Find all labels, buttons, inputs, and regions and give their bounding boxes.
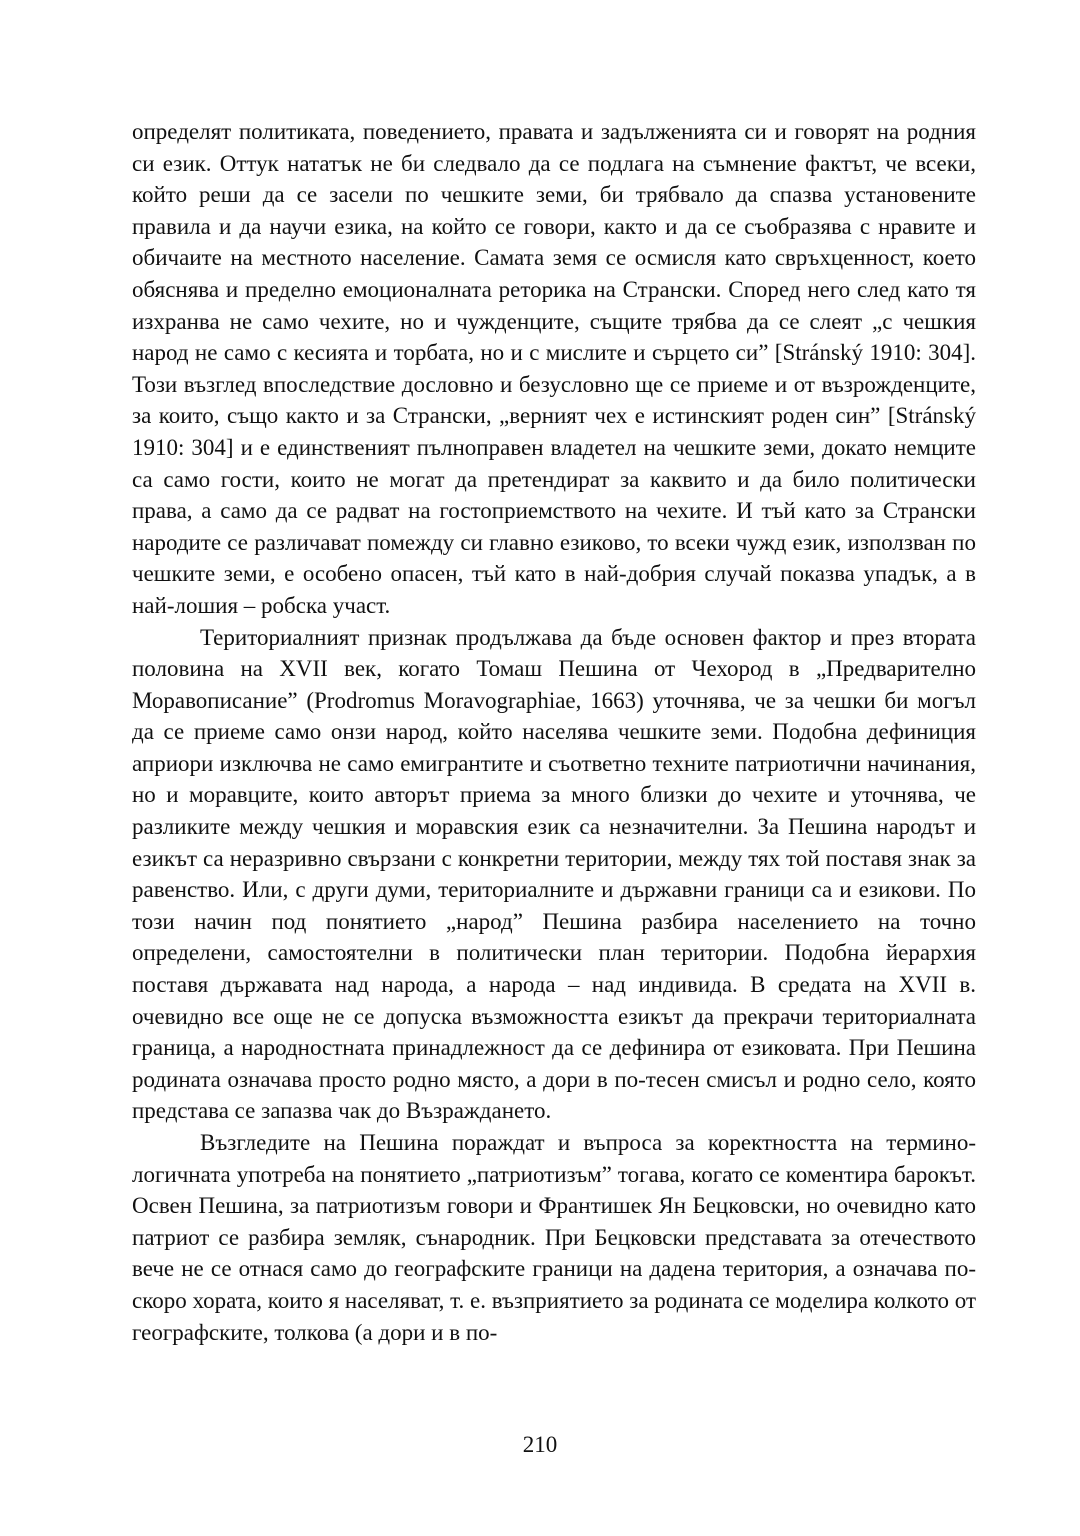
paragraph-1: определят политиката, поведението, правата и задълженията си и говорят на родния си език. Оттук нататък не би следвало да се подлага на съмнение фактът, че всеки, който реши да се засели по чешките земи, би трябвало да спазва установените правила и да научи езика, на който се говори, както и да се съобразява с нравите и обичаите на местното население. Самата земя се осмисля като свръхценност, което обяснява и пределно емоционалната реторика на Странски. Според него след като тя изхранва не само чехите, но и чужденците, същите трябва да се слеят „с чешкия народ не само с кесията и торбата, но и с мислите и сърцето си” [Stránský 1910: 304]. Този възглед впоследствие дословно и безусловно ще се приеме и от възрожденците, за които, също както и за Странски, „верният чех е истинският роден син” [Stránský 1910: 304] и е единственият пълноправен владетел на чешките земи, докато немците са само гости, които не могат да претендират за каквито и да било политически права, а само да се радват на гостоприемството на чехите. И тъй като за Странски народите се различават помежду си главно езиково, то всеки чужд език, използван по чешките земи, е особено опасен, тъй като в най-добрия случай показва упадък, а в най-лошия – робска участ. bbox=[132, 119, 976, 618]
body-text bbox=[132, 116, 976, 1348]
paragraph-3: Възгледите на Пешина пораждат и въпроса за коректността на терминологичната употреба на понятието „патриотизъм” тогава, когато се коментира барокът. Освен Пешина, за патриотизъм говори и Франтишек Ян Бецковски, но очевидно като патриот се разбира земляк, сънародник. При Бецковски представата за отечеството вече не се отнася само до географските граници на дадена територия, а означава по-скоро хората, които я населяват, т. е. възприятието за родината се моделира колкото от географските, толкова (а дори и в по- bbox=[132, 1130, 976, 1345]
paragraph-2: Териториалният признак продължава да бъде основен фактор и през втората половина на XVII век, когато Томаш Пешина от Чехород в „Предварително Моравописание” (Prodromus Moravographiae, 1663) уточнява, че за чешки би могъл да се приеме само онзи народ, който населява чешките земи. Подобна дефиниция априори изключва не само емигрантите и съответно техните патриотични начинания, но и моравците, които авторът приема за много близки до чехите и уточнява, че разликите между чешкия и моравския език са незначителни. За Пешина народът и езикът са неразривно свързани с конкретни територии, между тях той поставя знак за равенство. Или, с други думи, териториалните и държавни граници са и езикови. По този начин под понятието „народ” Пешина разбира населението на точно определени, самостоятелни в политически план територии. Подобна йерархия поставя държавата над народа, а народа – над индивида. В средата на XVII в. очевидно все още не се допуска възможността езикът да прекрачи териториалната граница, а народностната принадлежност да се дефинира от езиковата. При Пешина родината означава просто родно място, а дори в по-тесен смисъл и родно село, която представа се запазва чак до Възраждането. bbox=[132, 624, 976, 1124]
page-number: 210 bbox=[522, 1432, 558, 1457]
